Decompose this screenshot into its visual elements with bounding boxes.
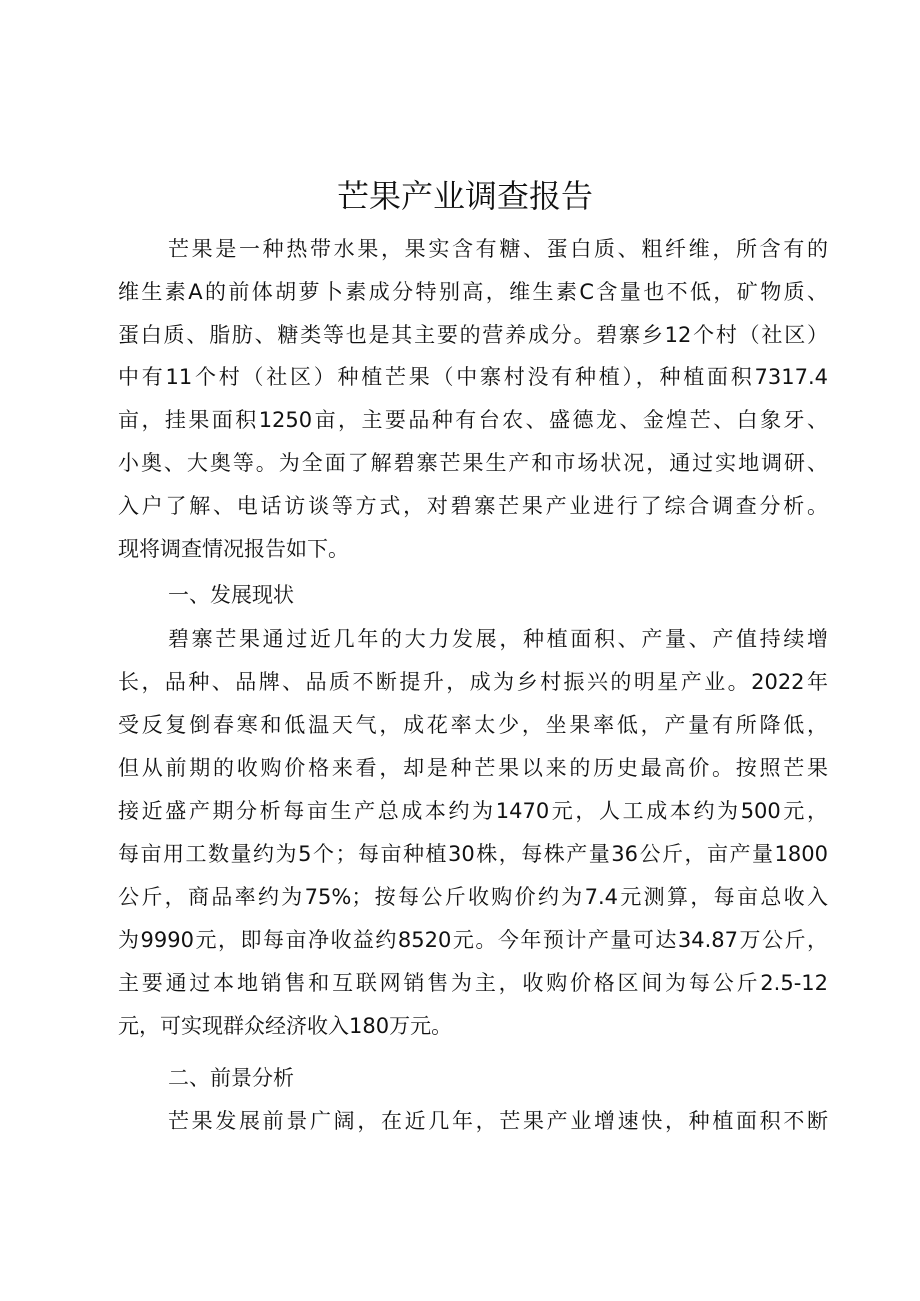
intro-line-3: 蛋白质、脂肪、糖类等也是其主要的营养成分。碧寨乡12个村（社区）	[118, 323, 828, 347]
section1-line-9: 主要通过本地销售和互联网销售为主，收购价格区间为每公斤2.5-12	[118, 971, 828, 995]
section1-line-8: 为9990元，即每亩净收益约8520元。今年预计产量可达34.87万公斤，	[118, 928, 828, 952]
section2-line-1: 芒果发展前景广阔，在近几年，芒果产业增速快，种植面积不断	[168, 1109, 828, 1133]
section1-line-2: 长，品种、品牌、品质不断提升，成为乡村振兴的明星产业。2022年	[118, 670, 828, 694]
section-heading-development: 一、发展现状	[168, 583, 294, 607]
section-heading-outlook: 二、前景分析	[168, 1066, 294, 1090]
section1-line-1: 碧寨芒果通过近几年的大力发展，种植面积、产量、产值持续增	[168, 627, 828, 651]
document-title: 芒果产业调查报告	[336, 177, 593, 215]
intro-line-1: 芒果是一种热带水果，果实含有糖、蛋白质、粗纤维，所含有的	[168, 237, 828, 261]
intro-line-4: 中有11个村（社区）种植芒果（中寨村没有种植），种植面积7317.4	[118, 365, 828, 389]
section1-line-10: 元，可实现群众经济收入180万元。	[118, 1014, 453, 1038]
intro-line-6: 小奥、大奥等。为全面了解碧寨芒果生产和市场状况，通过实地调研、	[118, 451, 828, 475]
intro-line-2: 维生素A的前体胡萝卜素成分特别高，维生素C含量也不低，矿物质、	[118, 280, 828, 304]
section1-line-6: 每亩用工数量约为5个；每亩种植30株，每株产量36公斤，亩产量1800	[118, 842, 828, 866]
intro-line-7: 入户了解、电话访谈等方式，对碧寨芒果产业进行了综合调查分析。	[118, 494, 828, 518]
section1-line-5: 接近盛产期分析每亩生产总成本约为1470元，人工成本约为500元，	[118, 799, 828, 823]
section1-line-4: 但从前期的收购价格来看，却是种芒果以来的历史最高价。按照芒果	[118, 756, 828, 780]
intro-line-8: 现将调查情况报告如下。	[118, 537, 349, 561]
intro-line-5: 亩，挂果面积1250亩，主要品种有台农、盛德龙、金煌芒、白象牙、	[118, 408, 828, 432]
section1-line-7: 公斤，商品率约为75%；按每公斤收购价约为7.4元测算，每亩总收入	[118, 885, 828, 909]
section1-line-3: 受反复倒春寒和低温天气，成花率太少，坐果率低，产量有所降低，	[118, 713, 828, 737]
